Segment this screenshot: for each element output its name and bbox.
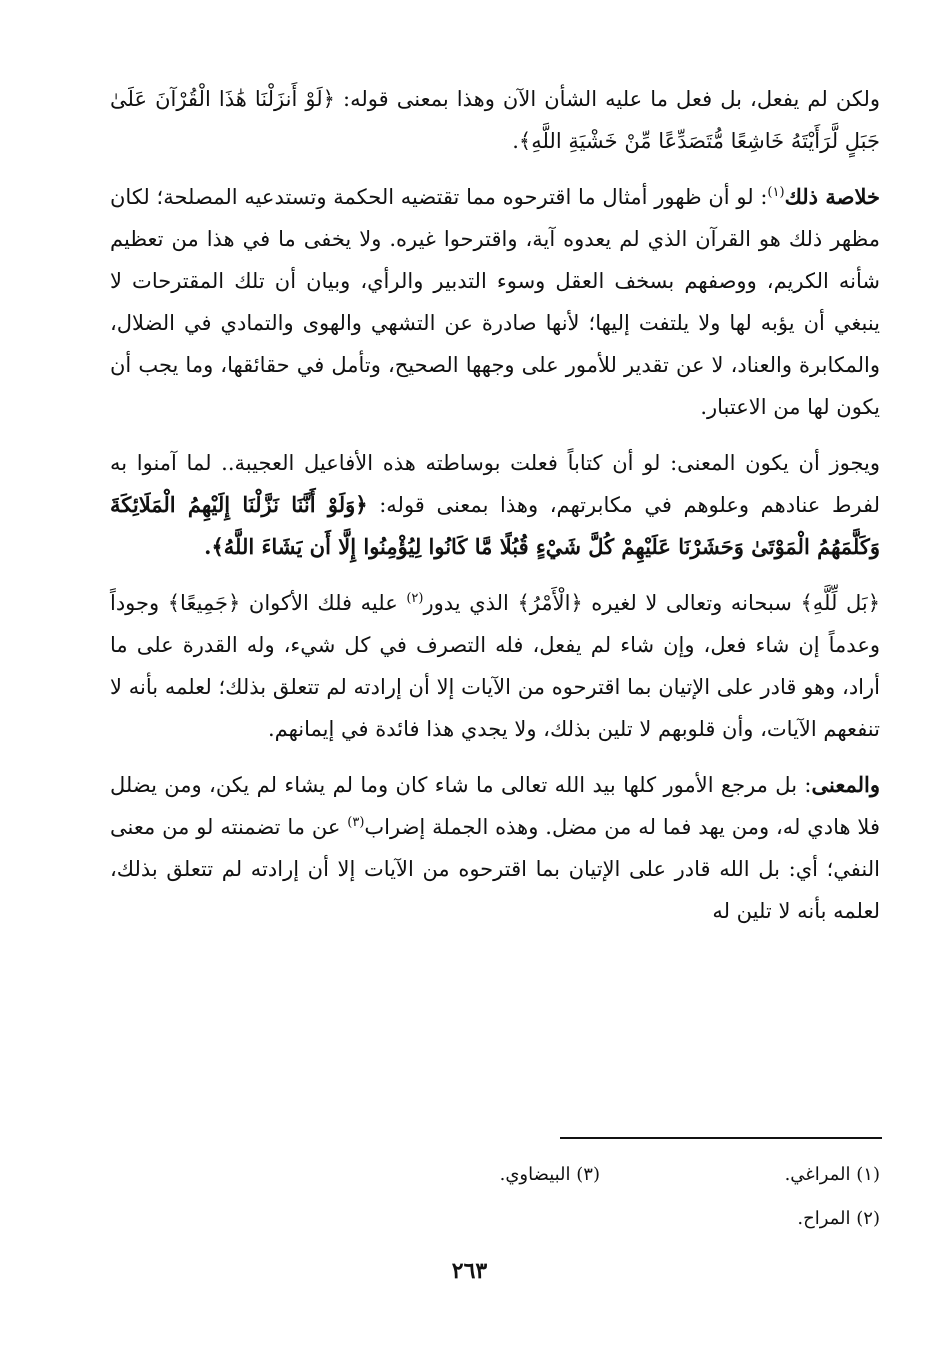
paragraph-2-lead: خلاصة ذلك [784,184,880,209]
paragraph-5 [110,764,880,932]
paragraph-2-text: : لو أن ظهور أمثال ما اقترحوه مما تقتضيه الحكمة وتستدعيه المصلحة؛ لكان مظهر ذلك هو القرآن الذي لم يعدوه آية، واقترحوا غيره. ولا يخفى ما في هذا من تعظيم شأنه الكريم، ووصفهم بسخف العقل وسوء التدبير والرأي، وبيان أن تلك المقترحات لا ينبغي أن يؤبه لها ولا يلتفت إليها؛ لأنها صادرة عن التشهي والهوى والتمادي في الضلال، والمكابرة والعناد، لا عن تقدير للأمور على وجهها الصحيح، وتأمل في حقائقها، وما يجب أن يكون لها من الاعتبار. [110,185,880,419]
paragraph-4 [110,582,880,750]
footnote-3: (٣) البيضاوي. [499,1164,600,1185]
paragraph-2 [110,176,880,428]
paragraph-4-text-b: عليه فلك الأكوان ﴿جَمِيعًا﴾ وجوداً وعدماً إن شاء فعل، وإن شاء لم يفعل، فله التصرف في كل شيء، وله القدرة على ما أراد، وهو قادر على الإتيان بما اقترحوه من الآيات إلا أن إرادته لم تتعلق بذلك؛ لعلمه بأنه لا تنفعهم الآيات، وأن قلوبهم لا تلين بذلك، ولا يجدي هذا فائدة في إيمانهم. [110,591,880,741]
quran-verse: ﴿وَلَوْ أَنَّنَا نَزَّلْنَا إِلَيْهِمُ الْمَلَائِكَةَ وَكَلَّمَهُمُ الْمَوْتَىٰ وَحَشَرْنَا عَلَيْهِمْ كُلَّ شَيْءٍ قُبُلًا مَّا كَانُوا لِيُؤْمِنُوا إِلَّا أَن يَشَاءَ اللَّهُ﴾. [110,492,880,559]
footnote-2: (٢) المراح. [797,1208,880,1229]
paragraph-3 [110,442,880,568]
footnote-row-1 [300,1153,880,1197]
paragraph-5-text-a: : بل مرجع الأمور كلها بيد الله تعالى ما شاء كان وما لم يشاء لم يكن، ومن يضلل فلا هادي له، ومن يهد فما له من مضل. وهذه الجملة إضراب [110,773,880,839]
paragraph-5-lead: والمعنى [811,772,880,797]
paragraph-1: ولكن لم يفعل، بل فعل ما عليه الشأن الآن وهذا بمعنى قوله: ﴿لَوْ أَنزَلْنَا هَٰذَا الْقُرْآنَ عَلَىٰ جَبَلٍ لَّرَأَيْتَهُ خَاشِعًا مُّتَصَدِّعًا مِّنْ خَشْيَةِ اللَّهِ﴾. [110,87,880,153]
footnote-ref-3: (٣) [347,815,365,830]
footnote-1: (١) المراغي. [784,1164,880,1185]
paragraph-4-text-a: ﴿بَل لِّلَّهِ﴾ سبحانه وتعالى لا لغيره ﴿الْأَمْرُ﴾ الذي يدور [423,591,880,615]
footnote-separator [560,1137,882,1139]
footnotes [300,1153,880,1241]
page-body [110,78,880,946]
paragraph-5-text-b: عن ما تضمنته لو من معنى النفي؛ أي: بل الله قادر على الإتيان بما اقترحوه من الآيات إلا أن إرادته لم تتعلق بذلك، لعلمه بأنه لا تلين له [110,815,880,923]
footnote-row-2 [300,1197,880,1241]
footnote-ref-1: (١) [767,185,785,200]
paragraph-3-text: ويجوز أن يكون المعنى: لو أن كتاباً فعلت بوساطته هذه الأفاعيل العجيبة.. لما آمنوا به لفرط عنادهم وعلوهم في مكابرتهم، وهذا بمعنى قوله: [110,451,880,517]
footnote-ref-2: (٢) [406,591,424,606]
page-number: ٢٦٣ [451,1258,488,1284]
